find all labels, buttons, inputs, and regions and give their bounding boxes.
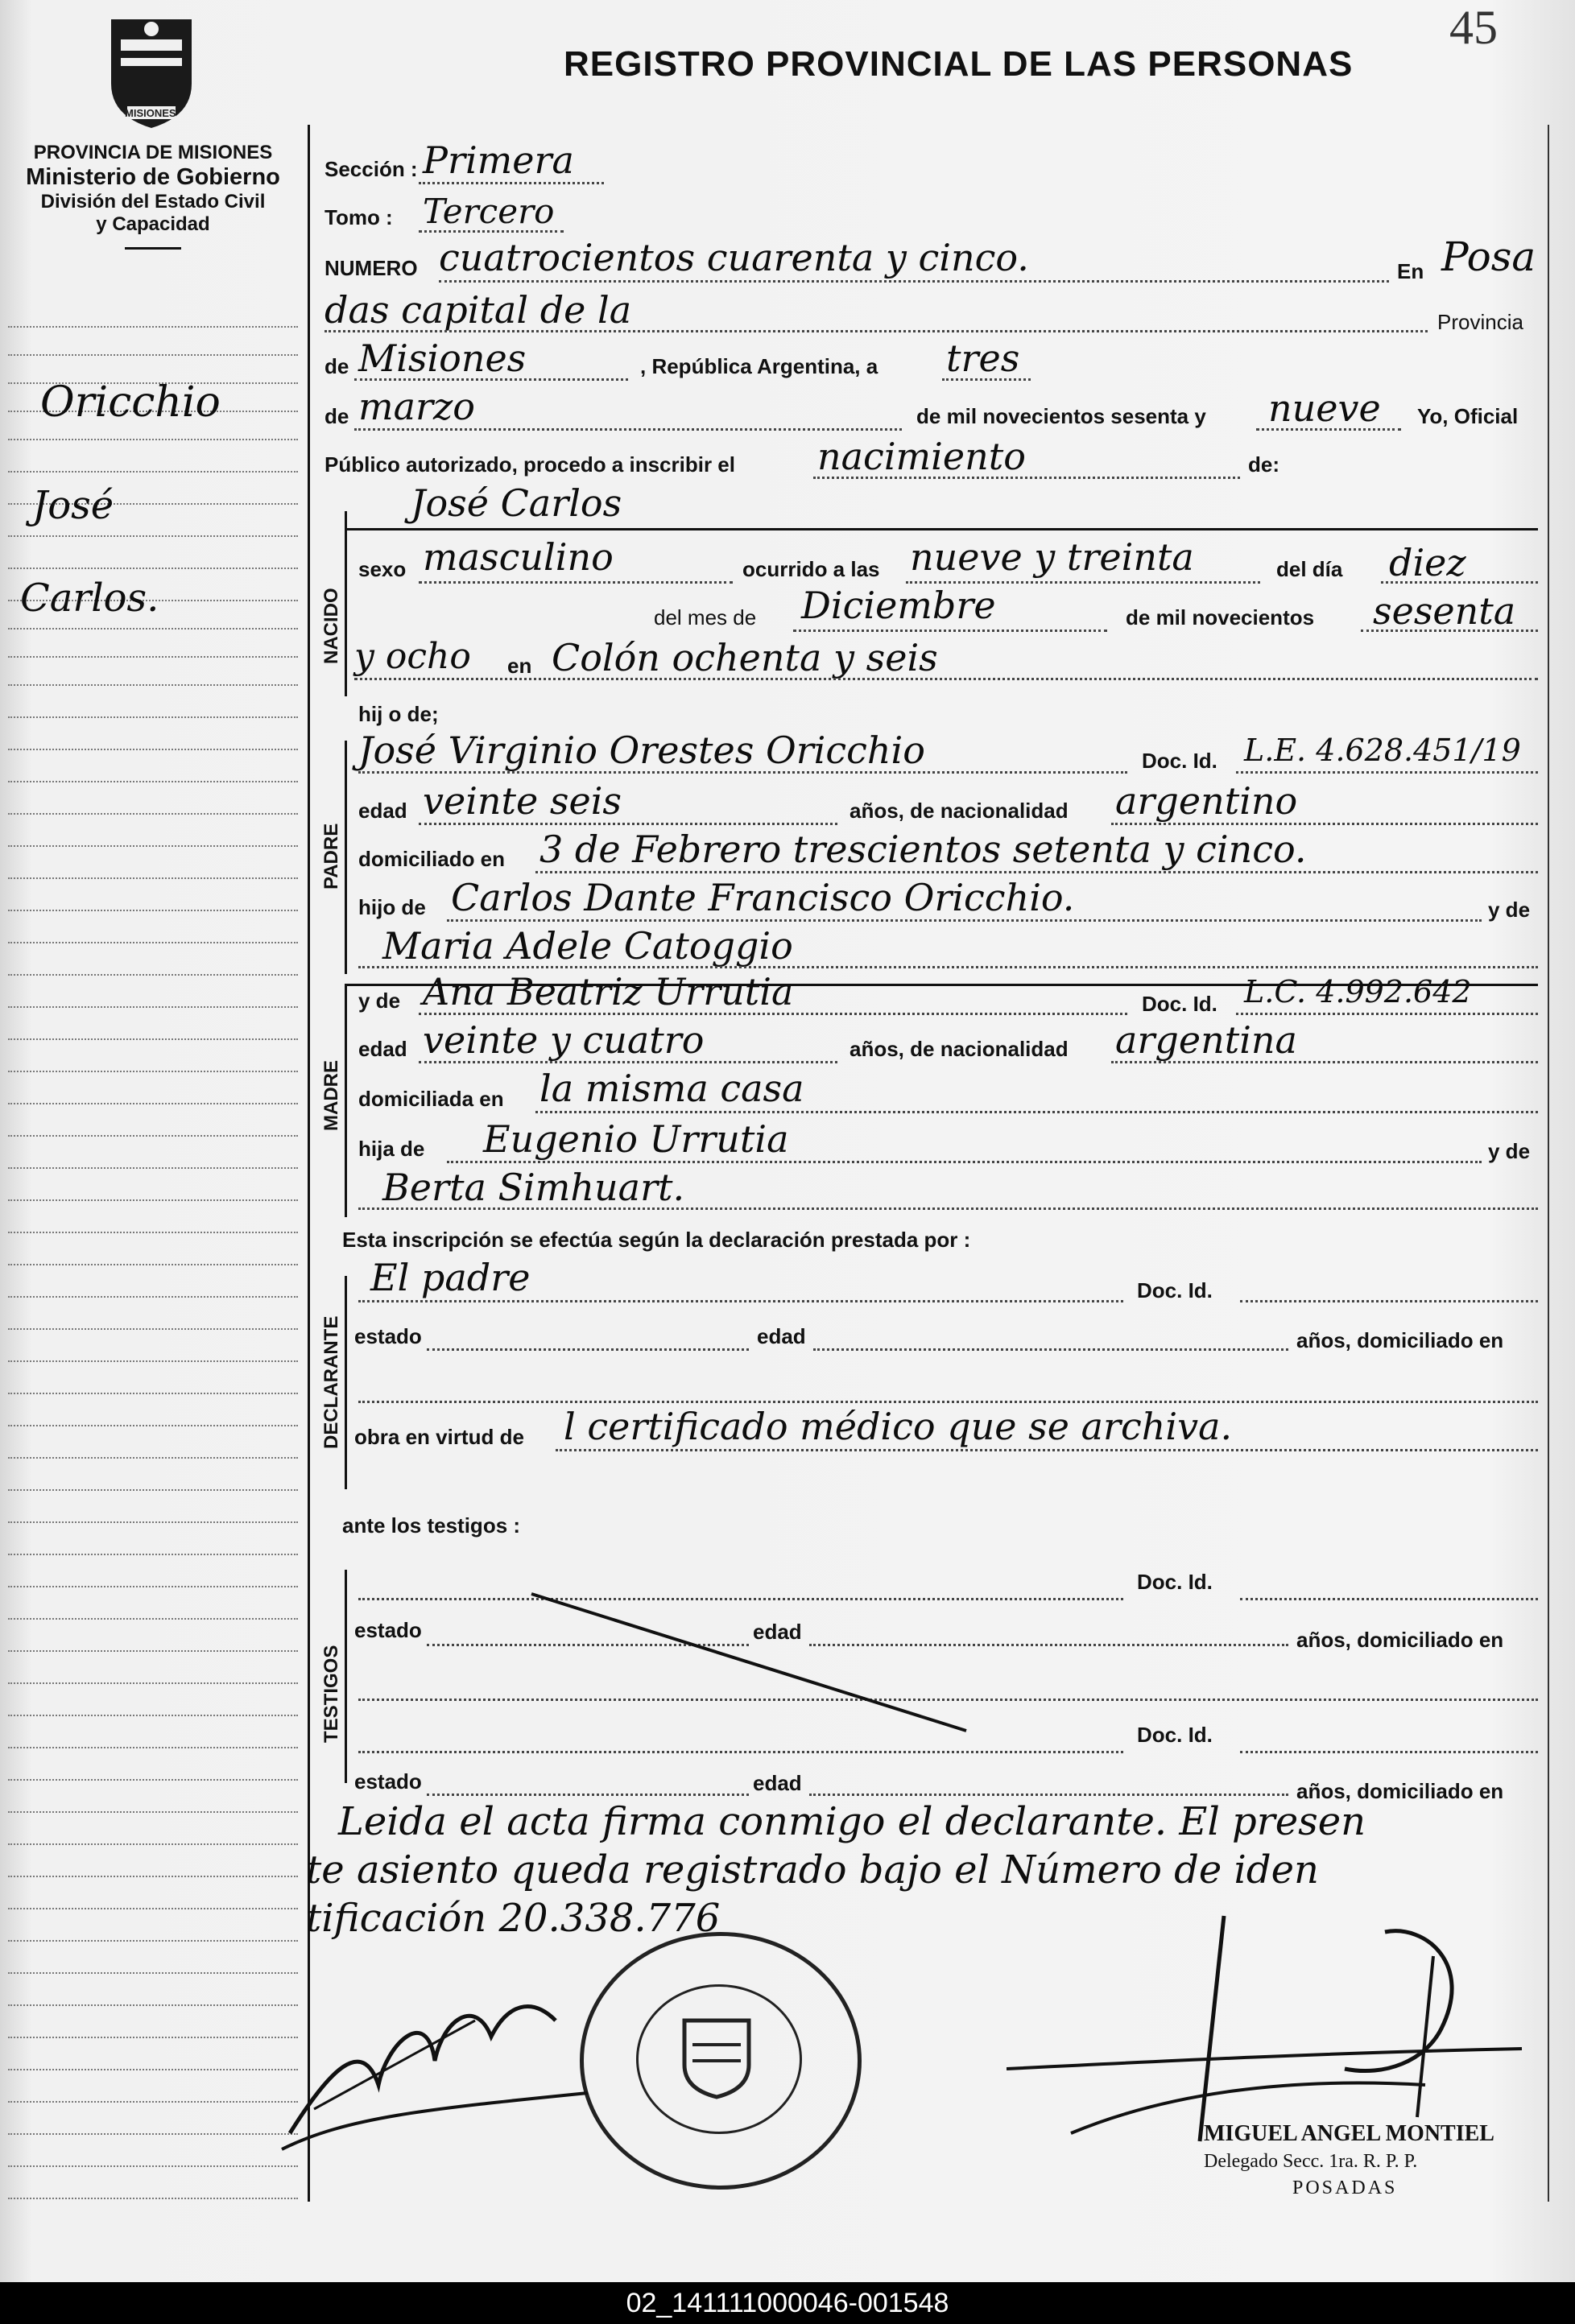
margin-name-1: José [32,483,114,528]
ante-label: ante los testigos : [342,1513,521,1538]
child-name-value: José Carlos [411,481,622,525]
page-number: 45 [1449,1,1498,54]
official-place: POSADAS [1292,2177,1398,2198]
declarante-estado-label: estado [354,1324,422,1348]
declarante-edad-label: edad [757,1324,806,1348]
declarante-anos-label: años, domiciliado en [1296,1328,1504,1352]
seccion-value: Primera [423,138,574,182]
de-label-2: de [325,404,349,428]
sexo-value: masculino [423,535,614,579]
day-value: tres [946,336,1020,380]
tomo-label: Tomo : [325,205,393,229]
sexo-label: sexo [358,557,407,581]
inscripcion-label: Esta inscripción se efectúa según la declaración prestada por : [342,1228,971,1252]
publico-label: Público autorizado, procedo a inscribir el [325,452,735,477]
closing-line-2: te asiento queda registrado bajo el Número de iden [306,1847,1319,1893]
tipo-value: nacimiento [817,435,1026,478]
testigos-bracket [345,1570,347,1783]
testigo1-edad-label: edad [753,1620,802,1644]
madre-dom-value: la misma casa [539,1067,804,1110]
padre-hijo-de-value: Carlos Dante Francisco Oricchio. [451,876,1075,919]
padre-edad-label: edad [358,799,407,823]
madre-doc-value: L.C. 4.992.642 [1244,974,1472,1009]
numero-value: cuatrocientos cuarenta y cinco. [439,236,1029,279]
division-line: División del Estado Civil [40,191,266,213]
anio-value: sesenta [1373,589,1516,633]
madre-y-de-label-2: y de [1488,1139,1531,1163]
dia-value: diez [1389,541,1466,584]
padre-name-value: José Virginio Orestes Oricchio [358,729,925,772]
ministry-line: Ministerio de Gobierno [26,164,280,190]
numero-label: NUMERO [325,256,418,280]
de-mil-label: de mil novecientos sesenta y [916,404,1206,428]
obra-label: obra en virtud de [354,1425,524,1449]
divider [125,247,181,250]
testigo2-edad-label: edad [753,1771,802,1795]
declarante-bracket [345,1276,347,1489]
madre-hija-de-label: hija de [358,1137,425,1161]
en-label-2: en [507,654,532,678]
declarant-signature [266,1972,604,2165]
closing-line-3: tificación 20.338.776 [306,1896,721,1941]
provincia-label: Provincia [1437,310,1523,334]
declarante-doc-label: Doc. Id. [1137,1278,1213,1302]
de-mil-nov-label: de mil novecientos [1126,605,1315,630]
page-title: REGISTRO PROVINCIAL DE LAS PERSONAS [564,44,1354,84]
hijo-de-label: hij o de; [358,702,439,726]
yo-oficial-label: Yo, Oficial [1417,404,1519,428]
madre-dom-label: domiciliada en [358,1087,504,1111]
official-name: MIGUEL ANGEL MONTIEL [1204,2121,1494,2146]
padre-dom-label: domiciliado en [358,847,506,871]
testigo1-anos-label: años, domiciliado en [1296,1628,1504,1652]
testigo2-doc-label: Doc. Id. [1137,1723,1213,1747]
madre-edad-value: veinte y cuatro [423,1018,705,1062]
anio-cont-value: y ocho [354,636,471,677]
tomo-value: Tercero [423,192,555,231]
padre-anos-label: años, de nacionalidad [850,799,1069,823]
madre-name-value: Ana Beatriz Urrutia [423,970,794,1013]
madre-doc-label: Doc. Id. [1142,992,1217,1016]
month-value: marzo [358,385,475,428]
padre-edad-value: veinte seis [423,779,622,823]
official-role: Delegado Secc. 1ra. R. P. P. [1204,2151,1418,2172]
padre-y-de-label: y de [1488,898,1531,922]
nacido-side-label: NACIDO [320,588,342,664]
main-border-right [1548,125,1549,2202]
madre-anos-label: años, de nacionalidad [850,1037,1069,1061]
child-name-line [346,528,1538,530]
del-dia-label: del día [1276,557,1343,581]
hora-value: nueve y treinta [910,535,1194,579]
del-mes-label: del mes de [654,605,757,630]
margin-surname: Oricchio [40,378,221,427]
province-line: PROVINCIA DE MISIONES [33,142,273,163]
de-colon-label: de: [1248,452,1279,477]
province-block [0,142,306,250]
city-cont-value: das capital de la [325,288,632,332]
padre-doc-value: L.E. 4.628.451/19 [1244,733,1521,768]
republica-label: , República Argentina, a [640,354,878,378]
testigo2-anos-label: años, domiciliado en [1296,1779,1504,1803]
madre-y-de-label: y de [358,989,401,1013]
provincia-value: Misiones [358,336,527,380]
padre-bracket [345,741,347,974]
image-id-footer: 02_141111000046-001548 [0,2282,1575,2324]
seccion-label: Sección : [325,157,418,181]
padre-side-label: PADRE [320,823,342,890]
year-value: nueve [1268,386,1381,430]
de-label: de [325,354,349,378]
madre-madre-value: Berta Simhuart. [382,1166,685,1209]
testigo1-doc-label: Doc. Id. [1137,1570,1213,1594]
obra-value: l certificado médico que se archiva. [564,1405,1233,1448]
ocurrido-label: ocurrido a las [742,557,880,581]
cancellation-line [483,1578,982,1739]
mes-value: Diciembre [801,584,996,627]
declarante-side-label: DECLARANTE [320,1315,342,1449]
padre-nac-value: argentino [1115,779,1298,823]
closing-line-1: Leida el acta firma conmigo el declarante. El presen [338,1799,1366,1844]
madre-side-label: MADRE [320,1060,342,1131]
padre-hijo-de-label: hijo de [358,895,426,919]
declarante-value: El padre [370,1256,531,1299]
testigo2-estado-label: estado [354,1769,422,1794]
crest-text: MISIONES [125,107,176,119]
madre-hija-de-value: Eugenio Urrutia [483,1117,789,1161]
padre-doc-label: Doc. Id. [1142,749,1217,773]
city-value: Posa [1441,233,1536,280]
padre-madre-value: Maria Adele Catoggio [382,924,793,968]
capacity-line: y Capacidad [96,213,210,235]
testigo1-estado-label: estado [354,1618,422,1642]
nacido-bracket [345,511,347,696]
madre-edad-label: edad [358,1037,407,1061]
stamp-crest-icon [672,2012,761,2101]
madre-nac-value: argentina [1115,1018,1297,1062]
lugar-value: Colón ochenta y seis [552,636,938,679]
margin-name-2: Carlos. [20,576,159,621]
testigos-side-label: TESTIGOS [320,1645,342,1743]
en-label: En [1397,259,1424,283]
madre-bracket [345,984,347,1217]
padre-dom-value: 3 de Febrero trescientos setenta y cinco. [539,828,1307,871]
